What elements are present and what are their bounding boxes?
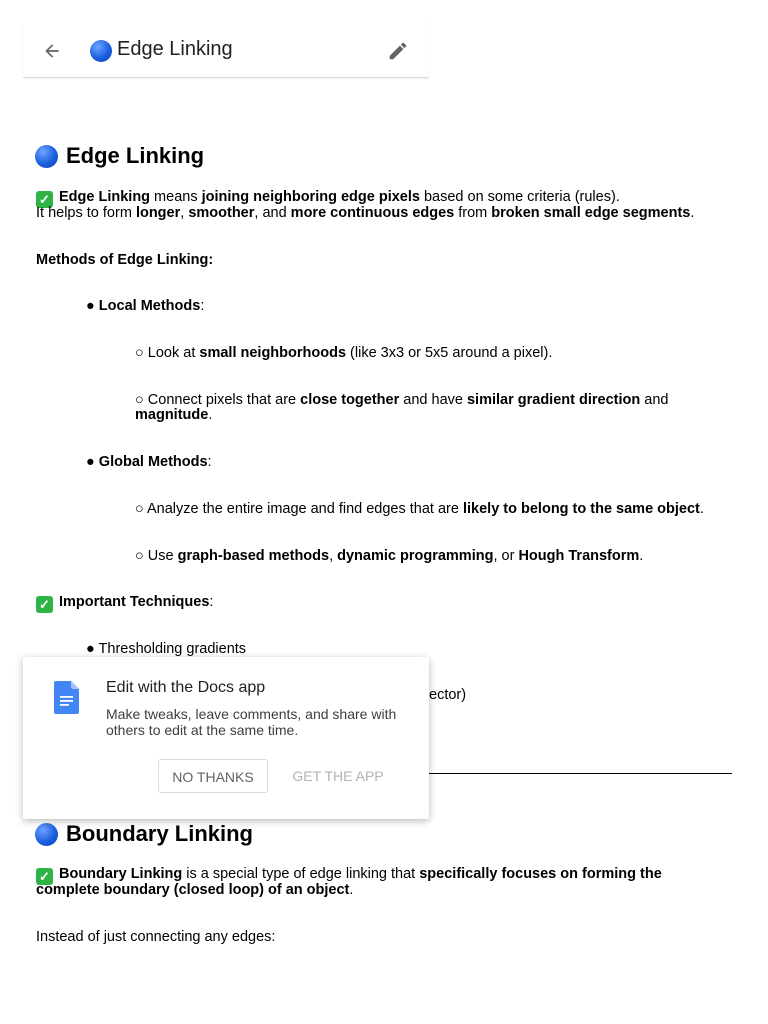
get-the-app-button[interactable]: GET THE APP — [292, 768, 384, 784]
list-subitem: ○ Use graph-based methods, dynamic programming, or Hough Transform. — [135, 548, 644, 564]
boundary-intro-paragraph-line-2: complete boundary (closed loop) of an object. — [36, 882, 354, 898]
dialog-title: Edit with the Docs app — [106, 679, 266, 696]
list-subitem: ○ Analyze the entire image and find edges that are likely to belong to the same object. — [135, 501, 704, 517]
intro-paragraph: ✓ Edge Linking means joining neighboring edge pixels based on some criteria (rules). — [36, 189, 620, 208]
list-item: ● Thresholding gradients — [86, 641, 247, 657]
intro-paragraph-line-2: It helps to form longer, smoother, and more continuous edges from broken small edge segments. — [36, 205, 695, 221]
list-item-local-methods: ● Local Methods: — [86, 298, 205, 314]
top-app-bar — [23, 22, 429, 78]
document-title: Edge Linking — [117, 38, 233, 60]
no-thanks-button[interactable]: NO THANKS — [158, 759, 268, 793]
arrow-back-icon — [42, 41, 62, 61]
list-subitem: ○ Look at small neighborhoods (like 3x3 or 5x5 around a pixel). — [135, 345, 553, 361]
check-mark-icon: ✓ — [36, 596, 53, 613]
boundary-paragraph: Instead of just connecting any edges: — [36, 929, 276, 945]
blue-circle-icon — [35, 145, 58, 168]
docs-app-prompt-dialog — [23, 657, 429, 819]
blue-circle-icon — [35, 823, 58, 846]
pencil-icon — [387, 40, 409, 62]
blue-circle-icon — [90, 40, 112, 62]
methods-heading: Methods of Edge Linking: — [36, 252, 214, 268]
check-mark-icon: ✓ — [36, 868, 53, 885]
dialog-body: Make tweaks, leave comments, and share with others to edit at the same time. — [106, 706, 397, 738]
section-heading-boundary-linking: Boundary Linking — [35, 821, 253, 847]
back-button[interactable] — [39, 38, 65, 64]
list-subitem-continued: magnitude. — [135, 407, 213, 423]
list-item-partial: ector) — [429, 687, 467, 703]
list-item-global-methods: ● Global Methods: — [86, 454, 212, 470]
techniques-heading: ✓ Important Techniques: — [36, 594, 213, 613]
section-heading-edge-linking: Edge Linking — [35, 143, 204, 169]
list-subitem: ○ Connect pixels that are close together and have similar gradient direction and — [135, 392, 669, 408]
edit-button[interactable] — [385, 38, 411, 64]
check-mark-icon: ✓ — [36, 191, 53, 208]
google-docs-icon — [54, 681, 79, 714]
boundary-intro-paragraph: ✓ Boundary Linking is a special type of edge linking that specifically focuses on forming the — [36, 866, 662, 885]
